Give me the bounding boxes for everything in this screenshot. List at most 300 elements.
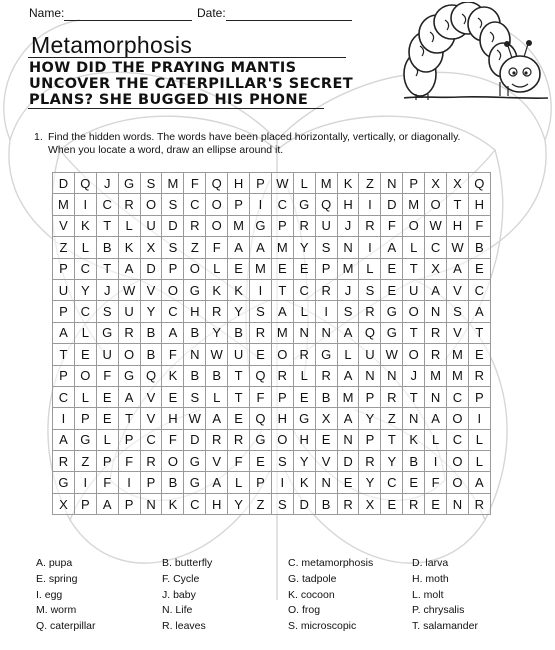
grid-cell[interactable]: N — [425, 386, 447, 407]
grid-cell[interactable]: I — [315, 301, 337, 322]
grid-cell[interactable]: K — [293, 472, 315, 493]
grid-cell[interactable]: E — [403, 472, 425, 493]
grid-cell[interactable]: M — [403, 194, 425, 215]
grid-cell[interactable]: M — [447, 344, 469, 365]
grid-cell[interactable]: W — [206, 344, 228, 365]
grid-cell[interactable]: R — [140, 451, 162, 472]
grid-cell[interactable]: O — [140, 194, 162, 215]
grid-cell[interactable]: O — [403, 215, 425, 236]
grid-cell[interactable]: Q — [250, 408, 272, 429]
grid-cell[interactable]: G — [74, 429, 96, 450]
grid-cell[interactable]: P — [271, 386, 293, 407]
grid-cell[interactable]: Y — [228, 301, 250, 322]
grid-cell[interactable]: L — [293, 301, 315, 322]
grid-cell[interactable]: D — [184, 429, 206, 450]
grid-cell[interactable]: D — [293, 493, 315, 514]
grid-cell[interactable]: C — [140, 429, 162, 450]
grid-cell[interactable]: A — [447, 258, 469, 279]
grid-cell[interactable]: X — [425, 258, 447, 279]
grid-cell[interactable]: E — [96, 408, 118, 429]
grid-cell[interactable]: N — [359, 365, 381, 386]
grid-cell[interactable]: E — [468, 258, 490, 279]
grid-cell[interactable]: O — [447, 408, 469, 429]
grid-cell[interactable]: R — [468, 493, 490, 514]
grid-cell[interactable]: A — [206, 408, 228, 429]
grid-cell[interactable]: G — [184, 451, 206, 472]
grid-cell[interactable]: R — [53, 451, 75, 472]
grid-cell[interactable]: V — [53, 215, 75, 236]
grid-cell[interactable]: R — [337, 493, 359, 514]
grid-cell[interactable]: H — [184, 301, 206, 322]
grid-cell[interactable]: G — [53, 472, 75, 493]
grid-cell[interactable]: R — [315, 365, 337, 386]
grid-cell[interactable]: E — [250, 451, 272, 472]
grid-cell[interactable]: T — [96, 258, 118, 279]
grid-cell[interactable]: N — [447, 493, 469, 514]
grid-cell[interactable]: L — [293, 173, 315, 194]
grid-cell[interactable]: U — [140, 215, 162, 236]
grid-cell[interactable]: S — [337, 301, 359, 322]
grid-cell[interactable]: B — [140, 322, 162, 343]
grid-cell[interactable]: T — [228, 365, 250, 386]
grid-cell[interactable]: H — [228, 173, 250, 194]
grid-cell[interactable]: W — [447, 237, 469, 258]
grid-cell[interactable]: H — [447, 215, 469, 236]
grid-cell[interactable]: E — [228, 408, 250, 429]
grid-cell[interactable]: Y — [359, 408, 381, 429]
grid-cell[interactable]: L — [118, 215, 140, 236]
grid-cell[interactable]: C — [74, 301, 96, 322]
grid-cell[interactable]: Q — [140, 365, 162, 386]
grid-cell[interactable]: H — [162, 408, 184, 429]
grid-cell[interactable]: O — [162, 279, 184, 300]
grid-cell[interactable]: E — [250, 344, 272, 365]
grid-cell[interactable]: G — [96, 322, 118, 343]
grid-cell[interactable]: W — [118, 279, 140, 300]
grid-cell[interactable]: E — [271, 258, 293, 279]
grid-cell[interactable]: G — [250, 215, 272, 236]
grid-cell[interactable]: H — [468, 194, 490, 215]
grid-cell[interactable]: J — [403, 365, 425, 386]
grid-cell[interactable]: Y — [228, 493, 250, 514]
grid-cell[interactable]: F — [184, 173, 206, 194]
grid-cell[interactable]: H — [271, 408, 293, 429]
grid-cell[interactable]: L — [74, 386, 96, 407]
grid-cell[interactable]: P — [315, 258, 337, 279]
grid-cell[interactable]: R — [468, 365, 490, 386]
grid-cell[interactable]: G — [250, 429, 272, 450]
grid-cell[interactable]: N — [184, 344, 206, 365]
grid-cell[interactable]: Y — [74, 279, 96, 300]
grid-cell[interactable]: Y — [293, 237, 315, 258]
grid-cell[interactable]: Z — [359, 173, 381, 194]
grid-cell[interactable]: F — [381, 215, 403, 236]
grid-cell[interactable]: T — [118, 408, 140, 429]
grid-cell[interactable]: A — [337, 322, 359, 343]
grid-cell[interactable]: I — [74, 194, 96, 215]
grid-cell[interactable]: P — [74, 493, 96, 514]
grid-cell[interactable]: S — [184, 386, 206, 407]
grid-cell[interactable]: K — [337, 173, 359, 194]
grid-cell[interactable]: F — [250, 386, 272, 407]
grid-cell[interactable]: S — [271, 451, 293, 472]
grid-cell[interactable]: E — [381, 279, 403, 300]
grid-cell[interactable]: L — [403, 237, 425, 258]
grid-cell[interactable]: D — [53, 173, 75, 194]
name-line[interactable] — [64, 20, 192, 21]
grid-cell[interactable]: P — [140, 472, 162, 493]
grid-cell[interactable]: J — [96, 173, 118, 194]
grid-cell[interactable]: P — [118, 429, 140, 450]
grid-cell[interactable]: I — [468, 408, 490, 429]
grid-cell[interactable]: B — [228, 322, 250, 343]
grid-cell[interactable]: V — [140, 386, 162, 407]
grid-cell[interactable]: Z — [74, 451, 96, 472]
grid-cell[interactable]: O — [271, 344, 293, 365]
grid-cell[interactable]: R — [425, 344, 447, 365]
grid-cell[interactable]: N — [403, 408, 425, 429]
grid-cell[interactable]: T — [228, 386, 250, 407]
grid-cell[interactable]: O — [447, 451, 469, 472]
grid-cell[interactable]: R — [118, 322, 140, 343]
grid-cell[interactable]: Q — [250, 365, 272, 386]
grid-cell[interactable]: M — [162, 173, 184, 194]
grid-cell[interactable]: C — [468, 279, 490, 300]
grid-cell[interactable]: J — [337, 215, 359, 236]
grid-cell[interactable]: H — [206, 493, 228, 514]
grid-cell[interactable]: F — [162, 344, 184, 365]
grid-cell[interactable]: M — [271, 237, 293, 258]
grid-cell[interactable]: R — [315, 279, 337, 300]
grid-cell[interactable]: S — [96, 301, 118, 322]
grid-cell[interactable]: A — [228, 237, 250, 258]
grid-cell[interactable]: C — [271, 194, 293, 215]
grid-cell[interactable]: L — [206, 258, 228, 279]
grid-cell[interactable]: B — [96, 237, 118, 258]
grid-cell[interactable]: N — [381, 173, 403, 194]
grid-cell[interactable]: B — [315, 386, 337, 407]
grid-cell[interactable]: P — [271, 215, 293, 236]
grid-cell[interactable]: G — [381, 301, 403, 322]
grid-cell[interactable]: R — [381, 386, 403, 407]
grid-cell[interactable]: P — [468, 386, 490, 407]
grid-cell[interactable]: C — [96, 194, 118, 215]
grid-cell[interactable]: F — [468, 215, 490, 236]
grid-cell[interactable]: R — [250, 322, 272, 343]
grid-cell[interactable]: Z — [53, 237, 75, 258]
grid-cell[interactable]: K — [162, 365, 184, 386]
grid-cell[interactable]: G — [184, 472, 206, 493]
grid-cell[interactable]: P — [228, 194, 250, 215]
grid-cell[interactable]: Q — [468, 173, 490, 194]
grid-cell[interactable]: K — [162, 493, 184, 514]
grid-cell[interactable]: V — [206, 451, 228, 472]
grid-cell[interactable]: O — [403, 344, 425, 365]
grid-cell[interactable]: L — [337, 344, 359, 365]
grid-cell[interactable]: F — [228, 451, 250, 472]
grid-cell[interactable]: J — [96, 279, 118, 300]
grid-cell[interactable]: U — [403, 279, 425, 300]
grid-cell[interactable]: A — [337, 408, 359, 429]
grid-cell[interactable]: A — [118, 386, 140, 407]
grid-cell[interactable]: E — [293, 386, 315, 407]
grid-cell[interactable]: R — [271, 365, 293, 386]
grid-cell[interactable]: L — [228, 472, 250, 493]
grid-cell[interactable]: C — [74, 258, 96, 279]
grid-cell[interactable]: E — [337, 472, 359, 493]
grid-cell[interactable]: A — [468, 472, 490, 493]
grid-cell[interactable]: C — [425, 237, 447, 258]
grid-cell[interactable]: G — [118, 173, 140, 194]
grid-cell[interactable]: N — [425, 301, 447, 322]
grid-cell[interactable]: E — [74, 344, 96, 365]
grid-cell[interactable]: R — [359, 451, 381, 472]
grid-cell[interactable]: U — [315, 215, 337, 236]
grid-cell[interactable]: K — [74, 215, 96, 236]
grid-cell[interactable]: B — [162, 472, 184, 493]
grid-cell[interactable]: K — [403, 429, 425, 450]
grid-cell[interactable]: P — [53, 365, 75, 386]
grid-cell[interactable]: T — [447, 194, 469, 215]
grid-cell[interactable]: P — [74, 408, 96, 429]
grid-cell[interactable]: G — [293, 408, 315, 429]
grid-cell[interactable]: L — [468, 429, 490, 450]
grid-cell[interactable]: E — [96, 386, 118, 407]
grid-cell[interactable]: P — [403, 173, 425, 194]
grid-cell[interactable]: R — [206, 301, 228, 322]
grid-cell[interactable]: C — [447, 386, 469, 407]
grid-cell[interactable]: R — [118, 194, 140, 215]
grid-cell[interactable]: P — [118, 493, 140, 514]
grid-cell[interactable]: N — [337, 237, 359, 258]
grid-cell[interactable]: Z — [250, 493, 272, 514]
grid-cell[interactable]: O — [271, 429, 293, 450]
grid-cell[interactable]: W — [184, 408, 206, 429]
grid-cell[interactable]: N — [337, 429, 359, 450]
grid-cell[interactable]: U — [228, 344, 250, 365]
grid-cell[interactable]: L — [96, 429, 118, 450]
grid-cell[interactable]: Q — [74, 173, 96, 194]
grid-cell[interactable]: D — [381, 194, 403, 215]
grid-cell[interactable]: P — [53, 258, 75, 279]
grid-cell[interactable]: S — [359, 279, 381, 300]
grid-cell[interactable]: P — [53, 301, 75, 322]
grid-cell[interactable]: O — [74, 365, 96, 386]
grid-cell[interactable]: I — [271, 472, 293, 493]
grid-cell[interactable]: V — [140, 279, 162, 300]
grid-cell[interactable]: K — [118, 237, 140, 258]
grid-cell[interactable]: X — [315, 408, 337, 429]
grid-cell[interactable]: E — [315, 429, 337, 450]
grid-cell[interactable]: V — [447, 322, 469, 343]
grid-cell[interactable]: M — [53, 194, 75, 215]
grid-cell[interactable]: G — [293, 194, 315, 215]
grid-cell[interactable]: L — [359, 258, 381, 279]
grid-cell[interactable]: H — [337, 194, 359, 215]
grid-cell[interactable]: Y — [359, 472, 381, 493]
grid-cell[interactable]: F — [162, 429, 184, 450]
grid-cell[interactable]: E — [425, 493, 447, 514]
grid-cell[interactable]: Y — [206, 322, 228, 343]
grid-cell[interactable]: I — [118, 472, 140, 493]
grid-cell[interactable]: T — [53, 344, 75, 365]
grid-cell[interactable]: N — [315, 322, 337, 343]
grid-cell[interactable]: S — [250, 301, 272, 322]
grid-cell[interactable]: M — [337, 386, 359, 407]
grid-cell[interactable]: O — [184, 258, 206, 279]
grid-cell[interactable]: F — [118, 451, 140, 472]
grid-cell[interactable]: L — [425, 429, 447, 450]
grid-cell[interactable]: T — [96, 215, 118, 236]
grid-cell[interactable]: X — [53, 493, 75, 514]
grid-cell[interactable]: P — [250, 173, 272, 194]
grid-cell[interactable]: V — [315, 451, 337, 472]
grid-cell[interactable]: I — [359, 237, 381, 258]
grid-cell[interactable]: P — [162, 258, 184, 279]
grid-cell[interactable]: G — [118, 365, 140, 386]
grid-cell[interactable]: S — [271, 493, 293, 514]
grid-cell[interactable]: N — [140, 493, 162, 514]
grid-cell[interactable]: A — [425, 408, 447, 429]
grid-cell[interactable]: D — [337, 451, 359, 472]
grid-cell[interactable]: Y — [140, 301, 162, 322]
grid-cell[interactable]: P — [359, 429, 381, 450]
grid-cell[interactable]: O — [447, 472, 469, 493]
grid-cell[interactable]: R — [425, 322, 447, 343]
grid-cell[interactable]: Q — [359, 322, 381, 343]
grid-cell[interactable]: U — [359, 344, 381, 365]
grid-cell[interactable]: N — [315, 472, 337, 493]
grid-cell[interactable]: E — [381, 258, 403, 279]
grid-cell[interactable]: B — [184, 322, 206, 343]
grid-cell[interactable]: P — [250, 472, 272, 493]
grid-cell[interactable]: F — [425, 472, 447, 493]
grid-cell[interactable]: F — [96, 472, 118, 493]
grid-cell[interactable]: O — [162, 451, 184, 472]
grid-cell[interactable]: C — [381, 472, 403, 493]
grid-cell[interactable]: W — [381, 344, 403, 365]
grid-cell[interactable]: X — [359, 493, 381, 514]
grid-cell[interactable]: S — [315, 237, 337, 258]
grid-cell[interactable]: A — [425, 279, 447, 300]
grid-cell[interactable]: L — [74, 237, 96, 258]
grid-cell[interactable]: S — [447, 301, 469, 322]
grid-cell[interactable]: R — [184, 215, 206, 236]
grid-cell[interactable]: C — [184, 194, 206, 215]
grid-cell[interactable]: I — [359, 194, 381, 215]
grid-cell[interactable]: O — [118, 344, 140, 365]
grid-cell[interactable]: S — [162, 237, 184, 258]
grid-cell[interactable]: B — [315, 493, 337, 514]
grid-cell[interactable]: C — [162, 301, 184, 322]
grid-cell[interactable]: M — [228, 215, 250, 236]
grid-cell[interactable]: K — [228, 279, 250, 300]
grid-cell[interactable]: S — [162, 194, 184, 215]
grid-cell[interactable]: X — [447, 173, 469, 194]
grid-cell[interactable]: M — [250, 258, 272, 279]
grid-cell[interactable]: I — [74, 472, 96, 493]
grid-cell[interactable]: A — [381, 237, 403, 258]
grid-cell[interactable]: A — [250, 237, 272, 258]
grid-cell[interactable]: X — [425, 173, 447, 194]
grid-cell[interactable]: J — [337, 279, 359, 300]
grid-cell[interactable]: R — [293, 344, 315, 365]
grid-cell[interactable]: O — [206, 215, 228, 236]
grid-cell[interactable]: Y — [381, 451, 403, 472]
grid-cell[interactable]: H — [293, 429, 315, 450]
grid-cell[interactable]: C — [184, 493, 206, 514]
grid-cell[interactable]: T — [403, 322, 425, 343]
grid-cell[interactable]: R — [228, 429, 250, 450]
grid-cell[interactable]: R — [359, 301, 381, 322]
grid-cell[interactable]: M — [337, 258, 359, 279]
grid-cell[interactable]: V — [140, 408, 162, 429]
grid-cell[interactable]: E — [293, 258, 315, 279]
grid-cell[interactable]: A — [206, 472, 228, 493]
grid-cell[interactable]: B — [206, 365, 228, 386]
grid-cell[interactable]: T — [468, 322, 490, 343]
grid-cell[interactable]: B — [468, 237, 490, 258]
grid-cell[interactable]: A — [53, 322, 75, 343]
grid-cell[interactable]: T — [403, 258, 425, 279]
grid-cell[interactable]: A — [337, 365, 359, 386]
grid-cell[interactable]: Z — [381, 408, 403, 429]
grid-cell[interactable]: D — [162, 215, 184, 236]
grid-cell[interactable]: O — [206, 194, 228, 215]
grid-cell[interactable]: Q — [315, 194, 337, 215]
grid-cell[interactable]: E — [162, 386, 184, 407]
grid-cell[interactable]: B — [184, 365, 206, 386]
grid-cell[interactable]: T — [403, 386, 425, 407]
grid-cell[interactable]: P — [359, 386, 381, 407]
grid-cell[interactable]: F — [206, 237, 228, 258]
grid-cell[interactable]: O — [403, 301, 425, 322]
grid-cell[interactable]: R — [403, 493, 425, 514]
grid-cell[interactable]: M — [447, 365, 469, 386]
grid-cell[interactable]: L — [74, 322, 96, 343]
grid-cell[interactable]: U — [96, 344, 118, 365]
grid-cell[interactable]: B — [403, 451, 425, 472]
grid-cell[interactable]: I — [250, 279, 272, 300]
grid-cell[interactable]: L — [206, 386, 228, 407]
grid-cell[interactable]: Z — [184, 237, 206, 258]
grid-cell[interactable]: E — [381, 493, 403, 514]
grid-cell[interactable]: W — [425, 215, 447, 236]
grid-cell[interactable]: L — [293, 365, 315, 386]
grid-cell[interactable]: P — [96, 451, 118, 472]
grid-cell[interactable]: I — [250, 194, 272, 215]
grid-cell[interactable]: W — [271, 173, 293, 194]
grid-cell[interactable]: V — [447, 279, 469, 300]
grid-cell[interactable]: T — [271, 279, 293, 300]
grid-cell[interactable]: N — [381, 365, 403, 386]
grid-cell[interactable]: M — [425, 365, 447, 386]
grid-cell[interactable]: F — [96, 365, 118, 386]
grid-cell[interactable]: R — [359, 215, 381, 236]
grid-cell[interactable]: I — [425, 451, 447, 472]
grid-cell[interactable]: A — [96, 493, 118, 514]
grid-cell[interactable]: Y — [293, 451, 315, 472]
grid-cell[interactable]: A — [53, 429, 75, 450]
grid-cell[interactable]: M — [315, 173, 337, 194]
grid-cell[interactable]: A — [118, 258, 140, 279]
grid-cell[interactable]: T — [381, 429, 403, 450]
grid-cell[interactable]: E — [228, 258, 250, 279]
grid-cell[interactable]: X — [140, 237, 162, 258]
date-line[interactable] — [226, 20, 352, 21]
grid-cell[interactable]: K — [206, 279, 228, 300]
grid-cell[interactable]: G — [184, 279, 206, 300]
